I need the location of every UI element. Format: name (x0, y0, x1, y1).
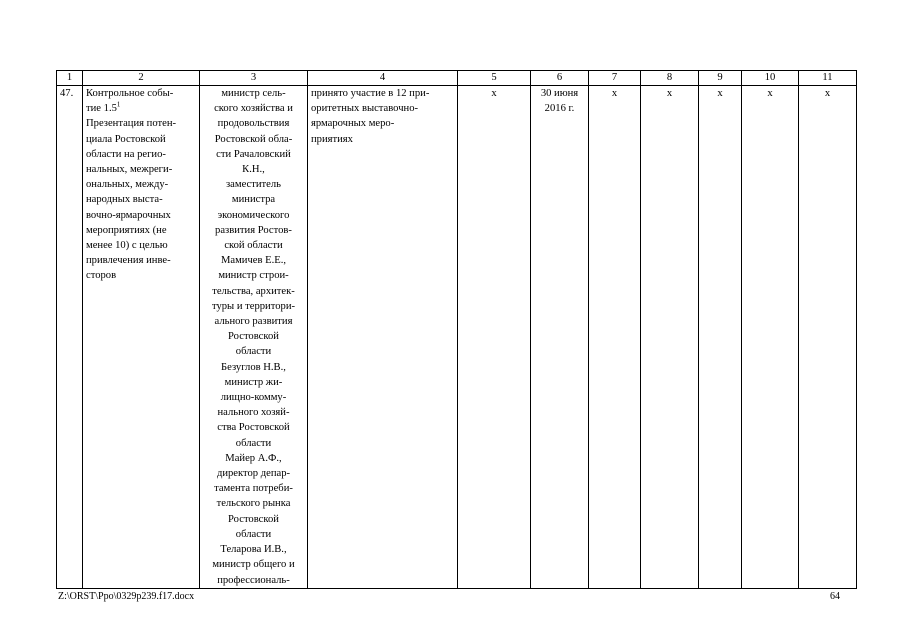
responsible-line: тельства, архитек- (212, 285, 295, 297)
header-cell: 5 (458, 71, 531, 86)
col5-cell: х (458, 86, 531, 589)
responsible-line: Майер А.Ф., (225, 452, 282, 464)
responsible-line: директор депар- (216, 468, 291, 480)
responsible-line: ального развития (214, 316, 293, 328)
result-line: приятиях (311, 133, 353, 145)
event-line (86, 101, 196, 116)
responsible-line: министр строи- (218, 270, 289, 282)
header-cell: 8 (641, 71, 699, 86)
date-cell (531, 86, 589, 589)
responsible-line: министр общего и (212, 559, 295, 571)
row-number: 47. (57, 86, 83, 589)
event-cell (83, 86, 200, 589)
responsible-line: тельского рынка (216, 498, 291, 510)
responsible-line: Ростовской (228, 513, 279, 525)
responsible-line: заместитель (225, 179, 281, 191)
header-cell: 6 (531, 71, 589, 86)
header-cell: 10 (742, 71, 799, 86)
responsible-line: нального хозяй- (217, 407, 290, 419)
responsible-line: Безуглов Н.В., (221, 361, 286, 373)
responsible-line: продовольствия (217, 118, 290, 130)
responsible-line: министр жи- (224, 376, 283, 388)
event-line: менее 10) с целью (86, 240, 168, 252)
responsible-line: ской области (224, 240, 283, 252)
event-line: циала Ростовской (86, 133, 166, 145)
responsible-line: Мамичев Е.Е., (220, 255, 287, 267)
responsible-line: экономического (217, 209, 290, 221)
file-path-footer: Z:\ORST\Ppo\0329p239.f17.docx (58, 591, 195, 602)
event-line: области на регио- (86, 148, 166, 160)
responsible-line: Теларова И.В., (220, 544, 287, 556)
responsible-line: области (235, 528, 272, 540)
responsible-line: лищно-комму- (220, 392, 287, 404)
responsible-line: области (235, 437, 272, 449)
header-cell: 1 (57, 71, 83, 86)
result-line: оритетных выставочно- (311, 103, 419, 115)
header-cell: 2 (83, 71, 200, 86)
responsible-line: области (235, 346, 272, 358)
responsible-line: ства Ростовской (217, 422, 290, 434)
table-row (57, 86, 857, 589)
event-line: мероприятиях (не (86, 224, 167, 236)
event-line: сторов (86, 270, 117, 282)
header-cell: 11 (799, 71, 857, 86)
event-line-text: тие 1.5 (86, 103, 117, 115)
event-line: народных выста- (86, 194, 163, 206)
event-line: нальных, межреги- (86, 164, 173, 176)
result-line: принято участие в 12 при- (311, 88, 430, 99)
col8-cell: х (641, 86, 699, 589)
event-line: вочно-ярмарочных (86, 209, 171, 221)
responsible-line: тамента потреби- (214, 483, 293, 495)
event-table (56, 70, 857, 589)
responsible-line: Ростовской обла- (214, 133, 293, 145)
col10-cell: х (742, 86, 799, 589)
result-cell (308, 86, 458, 589)
col9-cell: х (699, 86, 742, 589)
header-cell: 4 (308, 71, 458, 86)
date-line: 2016 г. (544, 103, 575, 115)
footnote-mark: 1 (116, 100, 121, 109)
date-line: 30 июня (540, 88, 579, 99)
responsible-line: развития Ростов- (215, 224, 292, 236)
result-line: ярмарочных меро- (311, 118, 395, 130)
responsible-cell (200, 86, 308, 589)
event-line: ональных, между- (86, 179, 169, 191)
responsible-line: ского хозяйства и (214, 103, 293, 115)
col7-cell: х (589, 86, 641, 589)
page-number: 64 (830, 591, 840, 602)
responsible-line: профессиональ- (217, 574, 290, 586)
responsible-line: министр сель- (221, 88, 286, 99)
responsible-line: туры и территори- (211, 300, 296, 312)
responsible-line: К.Н., (242, 164, 265, 176)
event-line: привлечения инве- (86, 255, 171, 267)
event-line: Презентация потен- (86, 118, 177, 130)
header-cell: 7 (589, 71, 641, 86)
col11-cell: х (799, 86, 857, 589)
header-cell: 9 (699, 71, 742, 86)
responsible-line: Ростовской (228, 331, 279, 343)
responsible-line: сти Рачаловский (216, 148, 291, 160)
event-line: Контрольное собы- (86, 88, 174, 99)
header-cell: 3 (200, 71, 308, 86)
responsible-line: министра (231, 194, 276, 206)
header-row (57, 71, 857, 86)
